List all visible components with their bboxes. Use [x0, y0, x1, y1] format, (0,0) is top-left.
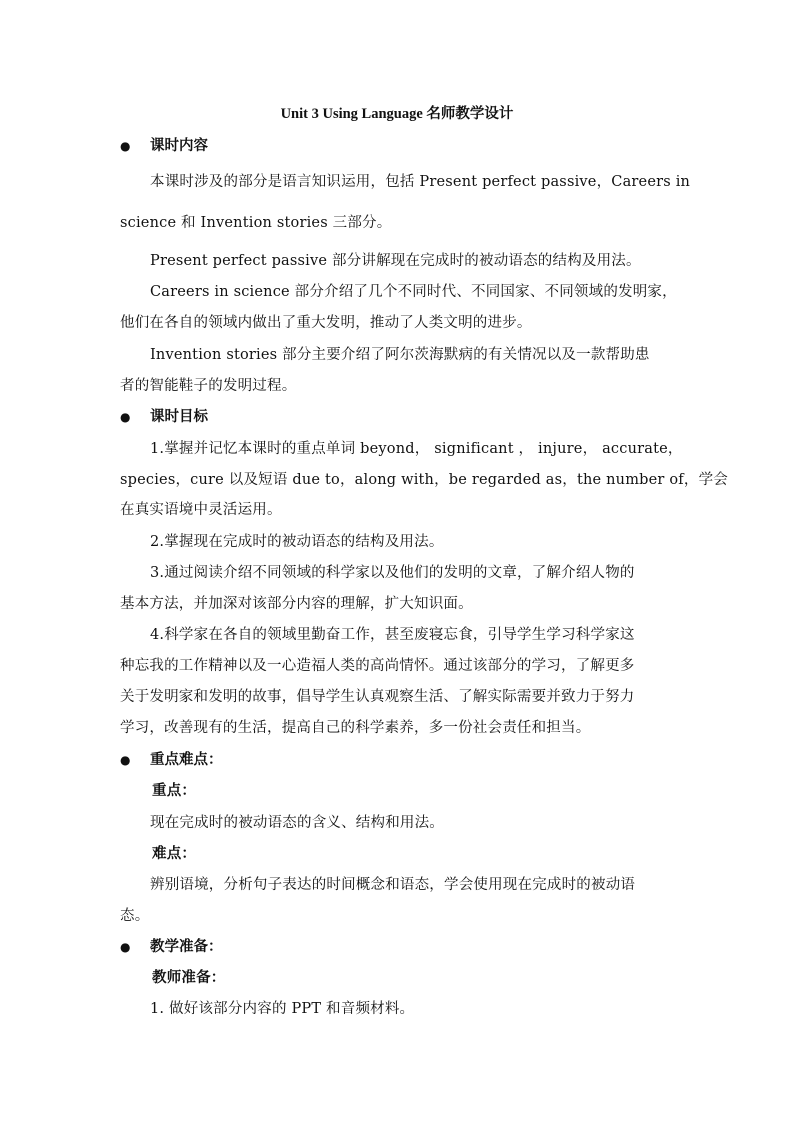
focus-text: 现在完成时的被动语态的含义、结构和用法。 — [150, 815, 444, 831]
paragraph-line: 4.科学家在各自的领域里勤奋工作，甚至废寝忘食，引导学生学习科学家这 — [150, 627, 635, 643]
paragraph-line: species，cure 以及短语 due to，along with，be regarded as，the number of，学会 — [120, 472, 728, 488]
paragraph-line: 种忘我的工作精神以及一心造福人类的高尚情怀。通过该部分的学习，了解更多 — [120, 658, 635, 674]
paragraph-line: science 和 Invention stories 三部分。 — [120, 215, 392, 231]
paragraph-line: 3.通过阅读介绍不同领域的科学家以及他们的发明的文章，了解介绍人物的 — [150, 565, 635, 581]
document-title: Unit 3 Using Language 名师教学设计 — [280, 106, 514, 122]
paragraph-line: Invention stories 部分主要介绍了阿尔茨海默病的有关情况以及一款帮助患 — [150, 347, 650, 363]
bullet-icon: ● — [120, 410, 131, 424]
bullet-icon: ● — [120, 940, 131, 954]
heading-text: 课时内容 — [150, 137, 208, 154]
paragraph-line: 1.掌握并记忆本课时的重点单词 beyond， significant ， injure， accurate， — [150, 441, 683, 457]
paragraph-line: 2.掌握现在完成时的被动语态的结构及用法。 — [150, 534, 444, 550]
section-heading-key-points — [120, 748, 223, 769]
bullet-icon: ● — [120, 139, 131, 153]
paragraph-line: 本课时涉及的部分是语言知识运用，包括 Present perfect passive，Careers in — [150, 174, 691, 190]
paragraph-line: 者的智能鞋子的发明过程。 — [120, 378, 297, 394]
paragraph-line: 在真实语境中灵活运用。 — [120, 502, 282, 518]
teacher-prep-item: 1. 做好该部分内容的 PPT 和音频材料。 — [150, 1001, 415, 1017]
paragraph-line: 辨别语境，分析句子表达的时间概念和语态，学会使用现在完成时的被动语 — [150, 877, 636, 893]
heading-text: 课时目标 — [150, 408, 208, 425]
heading-text: 重点难点： — [150, 751, 223, 768]
section-heading-preparation — [120, 935, 223, 956]
paragraph-line: Careers in science 部分介绍了几个不同时代、不同国家、不同领域的发明家， — [150, 284, 677, 300]
paragraph-line: 学习，改善现有的生活，提高自己的科学素养，多一份社会责任和担当。 — [120, 720, 591, 736]
paragraph-line: 关于发明家和发明的故事，倡导学生认真观察生活、了解实际需要并致力于努力 — [120, 689, 635, 705]
focus-label: 重点： — [152, 782, 197, 799]
difficulty-label: 难点： — [152, 845, 197, 862]
paragraph-line: 他们在各自的领域内做出了重大发明，推动了人类文明的进步。 — [120, 315, 532, 331]
paragraph-line: 态。 — [120, 908, 150, 924]
section-heading-objectives — [120, 405, 208, 426]
bullet-icon: ● — [120, 753, 131, 767]
paragraph-line: 基本方法，并加深对该部分内容的理解，扩大知识面。 — [120, 596, 473, 612]
teacher-prep-label: 教师准备： — [152, 969, 226, 986]
heading-text: 教学准备： — [150, 938, 223, 955]
paragraph-line: Present perfect passive 部分讲解现在完成时的被动语态的结构及用法。 — [150, 253, 641, 269]
section-heading-content — [120, 134, 208, 155]
